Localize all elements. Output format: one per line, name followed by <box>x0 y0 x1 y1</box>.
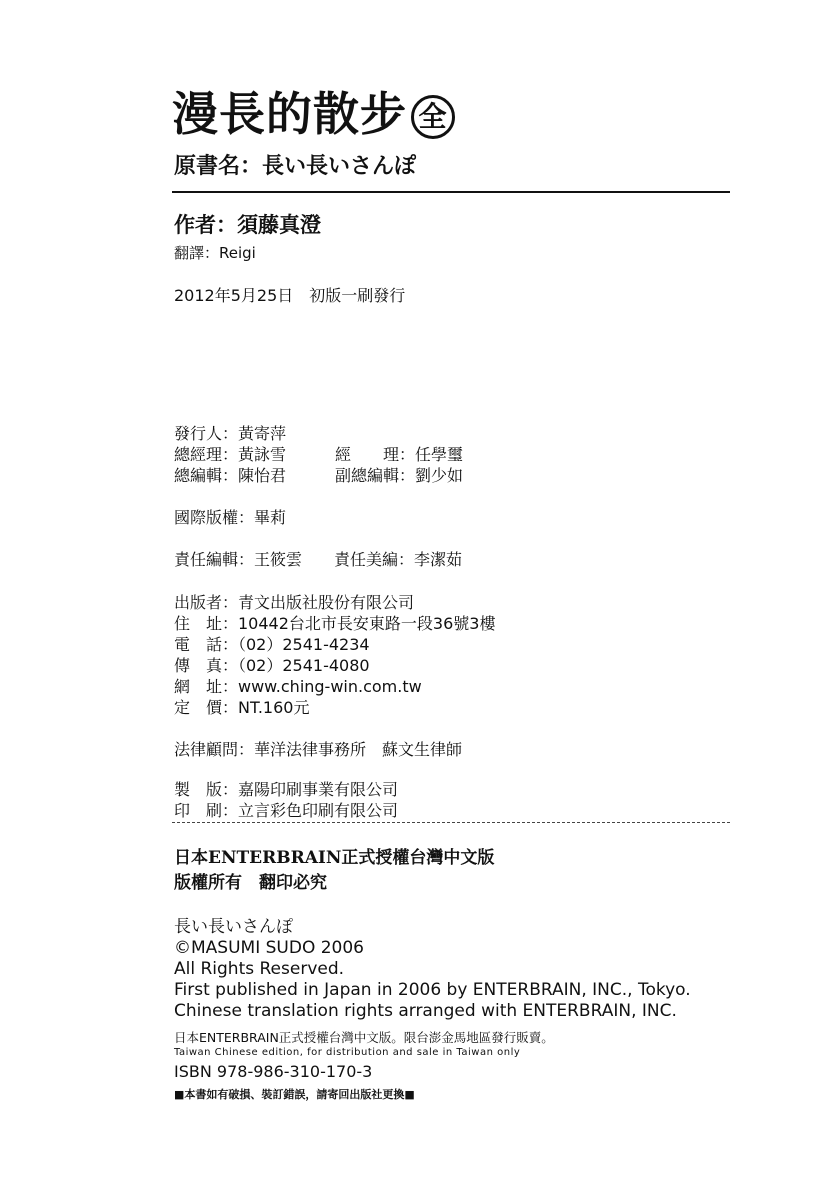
defect-notice: ■本書如有破損、裝訂錯誤，請寄回出版社更換■ <box>174 1088 415 1101</box>
intl-rights: 國際版權：畢莉 <box>174 508 287 527</box>
copyright-notice: ©MASUMI SUDO 2006 <box>174 938 364 958</box>
manager: 經 理：任學璽 <box>335 445 464 464</box>
publisher-fax: 傳 真：（02）2541-4080 <box>174 656 370 675</box>
printer: 印 刷：立言彩色印刷有限公司 <box>174 801 399 820</box>
section-divider <box>172 822 730 823</box>
responsible-editor: 責任編輯：王筱雲 <box>174 550 303 569</box>
chief-editor: 總編輯：陳怡君 <box>174 466 287 485</box>
japanese-title: 長い長いさんぽ <box>174 917 293 937</box>
all-rights-reserved: All Rights Reserved. <box>174 959 345 979</box>
complete-badge-text: 全 <box>418 100 448 133</box>
first-published: First published in Japan in 2006 by ENTERBRAIN, INC., Tokyo. <box>174 980 691 1000</box>
edition-note-zh: 日本ENTERBRAIN正式授權台灣中文版。限台澎金馬地區發行販賣。 <box>174 1030 554 1045</box>
author: 作者：須藤真澄 <box>174 213 321 237</box>
publisher-person: 發行人：黃寄萍 <box>174 424 287 443</box>
translator: 翻譯：Reigi <box>174 244 256 262</box>
license-statement: 日本ENTERBRAIN正式授權台灣中文版 <box>174 848 495 868</box>
title-divider <box>172 191 730 193</box>
translation-rights: Chinese translation rights arranged with ENTERBRAIN, INC. <box>174 1001 677 1021</box>
complete-badge <box>411 95 455 139</box>
release-date: 2012年5月25日 初版一刷發行 <box>174 286 406 305</box>
general-manager: 總經理：黃詠雪 <box>174 445 287 464</box>
publisher-address: 住 址：10442台北市長安東路一段36號3樓 <box>174 614 496 633</box>
rights-reserved: 版權所有 翻印必究 <box>174 873 327 893</box>
book-price: 定 價：NT.160元 <box>174 698 310 717</box>
plate-making: 製 版：嘉陽印刷事業有限公司 <box>174 780 399 799</box>
publisher-name: 出版者：青文出版社股份有限公司 <box>174 593 415 612</box>
isbn: ISBN 978-986-310-170-3 <box>174 1062 373 1081</box>
responsible-art-editor: 責任美編：李潔茹 <box>334 550 463 569</box>
edition-note-en: Taiwan Chinese edition, for distribution and sale in Taiwan only <box>174 1047 521 1058</box>
publisher-website: 網 址：www.ching-win.com.tw <box>174 677 422 696</box>
original-title: 原書名：長い長いさんぽ <box>174 154 417 179</box>
book-title-text: 漫長的散步 <box>172 87 407 141</box>
legal-counsel: 法律顧問：華洋法律事務所 蘇文生律師 <box>174 740 463 759</box>
publisher-phone: 電 話：（02）2541-4234 <box>174 635 370 654</box>
deputy-chief-editor: 副總編輯：劉少如 <box>335 466 464 485</box>
book-title <box>172 84 455 144</box>
